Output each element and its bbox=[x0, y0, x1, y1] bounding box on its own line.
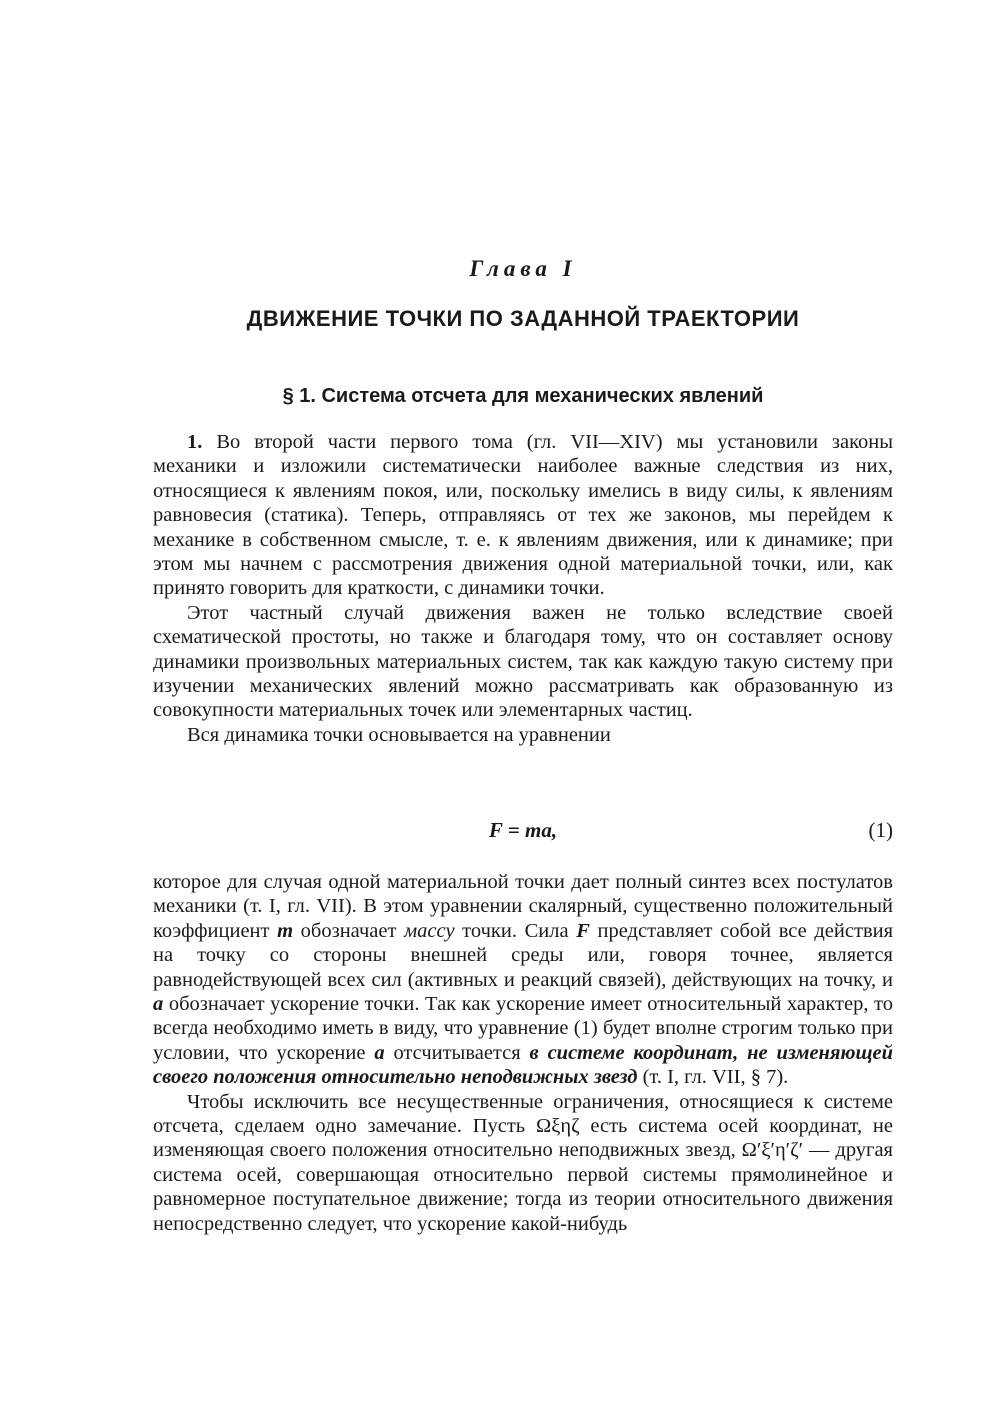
paragraph-4 bbox=[153, 870, 893, 1090]
symbol-m: m bbox=[277, 919, 294, 942]
paragraph-5: Чтобы исключить все несущественные ограничения, относящиеся к системе отсчета, сделаем одно замечание. Пусть Ωξηζ есть система осей координат, не изменяющая своего положения относительно неподвижных звезд, Ω′ξ′η′ζ′ — другая система осей, совершающая относительно первой системы прямолинейное и равномерное поступательное движение; тогда из теории относительного движения непосредственно следует, что ускорение какой-нибудь bbox=[153, 1090, 893, 1235]
symbol-a: a bbox=[153, 993, 164, 1016]
chapter-label: Глава I bbox=[469, 256, 577, 281]
p4-text-6: отсчитывается bbox=[384, 1041, 530, 1064]
p4-text-2: обозначает bbox=[293, 919, 405, 942]
paragraph-1-text: Во второй части первого тома (гл. VII—XIV) мы установили законы механики и изложили систематически наиболее важные следствия из них, относящиеся к явлениям покоя, или, поскольку имелись в виду силы, к явлениям равновесия (статика). Теперь, отправляясь от тех же законов, мы перейдем к механике в собственном смысле, т. е. к явлениям движения, или к динамике; при этом мы начнем с рассмотрения движения одной материальной точки, или, как принято говорить для краткости, с динамики точки. bbox=[153, 431, 893, 600]
p4-text-5: обозначает ускорение точки. Так как ускорение имеет относительный характер, то всегда необходимо иметь в виду, что уравнение (1) будет вполне строгим только при условии, что ускорение bbox=[153, 993, 893, 1064]
section-title: § 1. Система отсчета для механических явлений bbox=[282, 385, 764, 407]
emphasis-reference-frame: в системе координат, не изменяющей своего положения относительно неподвижных звезд bbox=[153, 1041, 894, 1089]
equation-number: (1) bbox=[868, 818, 893, 842]
book-page bbox=[153, 0, 893, 1418]
p4-text-4: представляет собой все действия на точку со стороны внешней среды или, говоря точнее, является равнодействующей всех сил (активных и реакций связей), действующих на точку, и bbox=[153, 919, 894, 991]
term-mass: массу bbox=[404, 919, 455, 942]
equation-formula: F = ma, bbox=[488, 818, 558, 842]
paragraph-3: Вся динамика точки основывается на уравнении bbox=[187, 723, 611, 746]
chapter-title: ДВИЖЕНИЕ ТОЧКИ ПО ЗАДАННОЙ ТРАЕКТОРИИ bbox=[246, 306, 800, 331]
symbol-a: a bbox=[374, 1041, 385, 1064]
paragraph-number: 1. bbox=[187, 431, 203, 453]
equation-1 bbox=[153, 818, 893, 848]
p4-text-7: (т. I, гл. VII, § 7). bbox=[637, 1066, 789, 1089]
p4-text-1: которое для случая одной материальной точки дает полный синтез всех постулатов механики (т. I, гл. VII). В этом уравнении скалярный, существенно положительный коэффициент bbox=[153, 871, 893, 942]
text-block-intro bbox=[153, 430, 893, 747]
paragraph-1 bbox=[153, 430, 893, 601]
text-block-continued bbox=[153, 870, 893, 1236]
symbol-F: F bbox=[576, 919, 590, 942]
p4-text-3: точки. Сила bbox=[454, 919, 577, 942]
paragraph-2: Этот частный случай движения важен не только вследствие своей схематической простоты, но также и благодаря тому, что он составляет основу динамики произвольных материальных систем, так как каждую такую систему при изучении механических явлений можно рассматривать как образованную из совокупности материальных точек или элементарных частиц. bbox=[153, 601, 893, 722]
